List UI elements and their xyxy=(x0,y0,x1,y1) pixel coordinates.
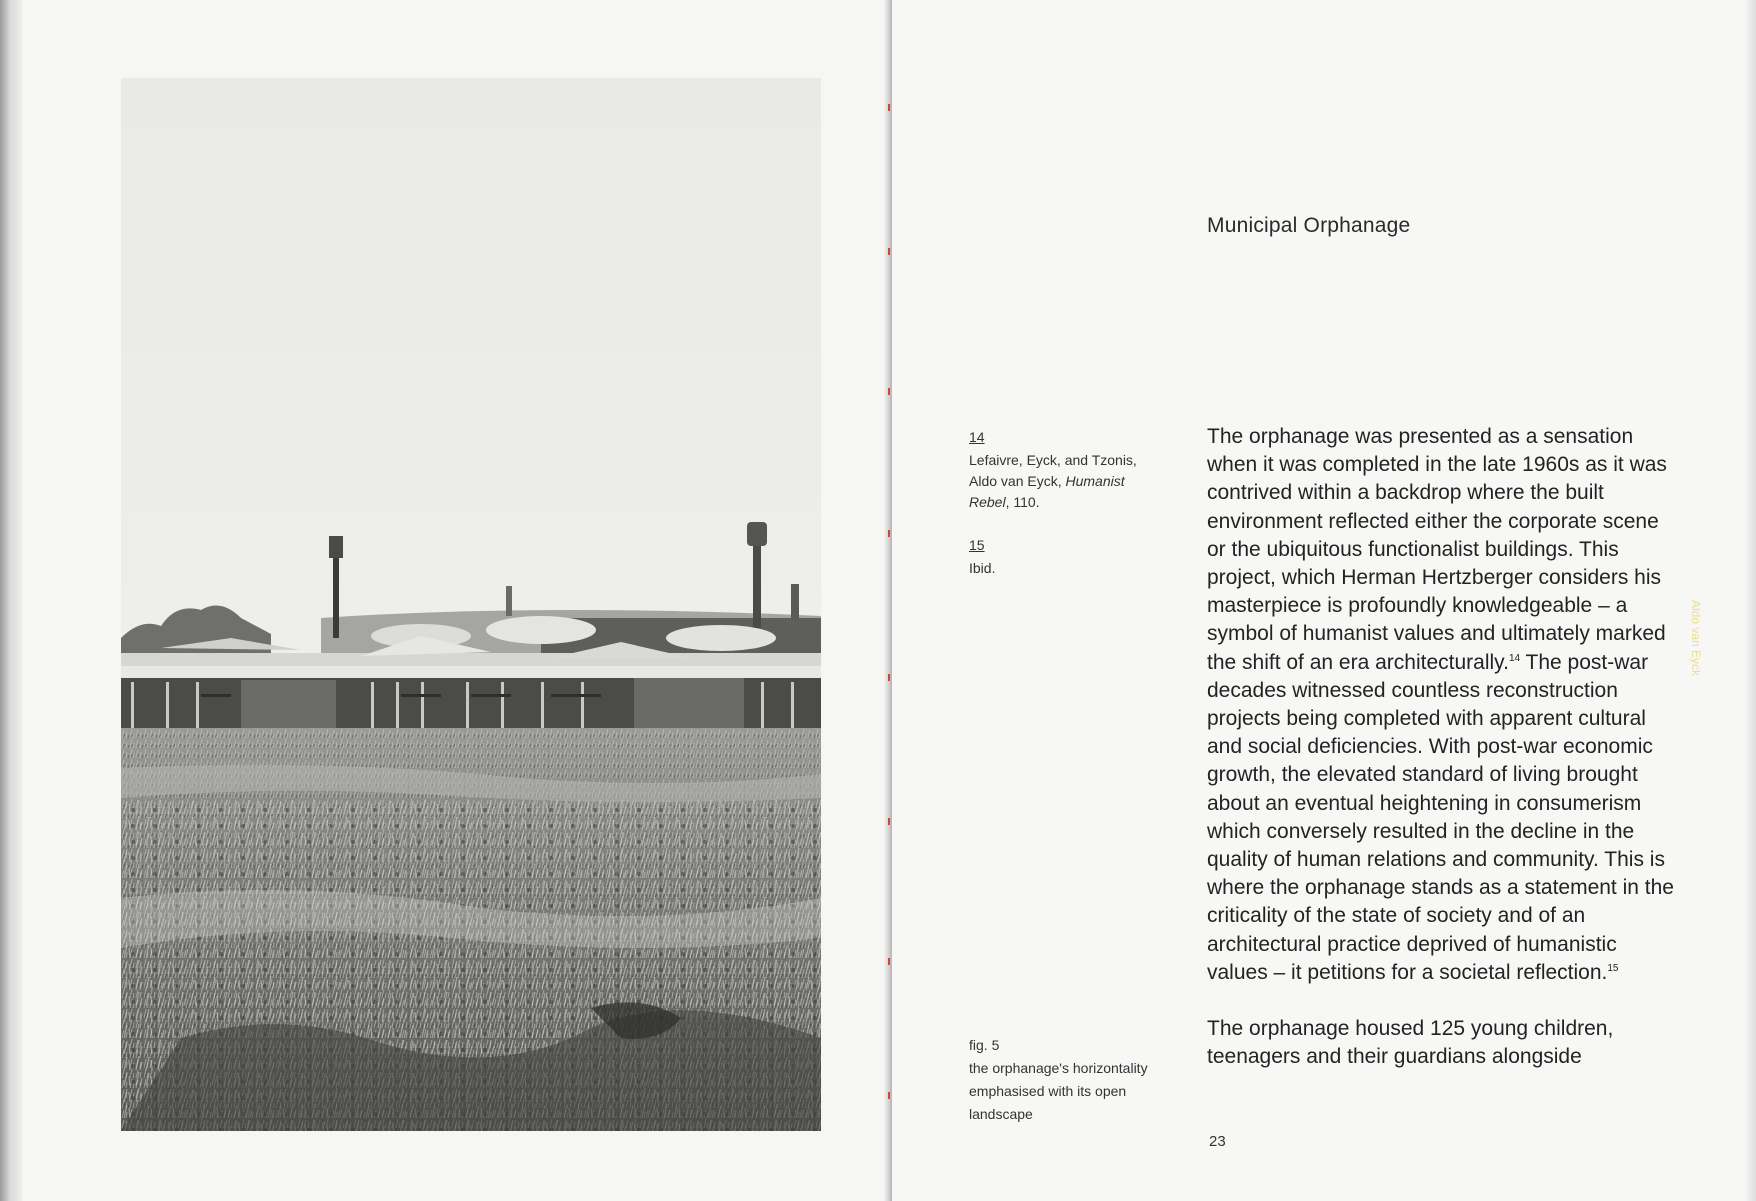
figure-label: fig. 5 xyxy=(969,1037,1000,1053)
footnote-text xyxy=(969,450,1159,513)
page-number: 23 xyxy=(1209,1133,1226,1150)
section-title: Municipal Orphanage xyxy=(1207,214,1411,237)
orphanage-photo xyxy=(121,78,821,1131)
binding-stitch xyxy=(888,104,890,111)
caption-text: the orphanage's horizontality emphasised with its open landscape xyxy=(969,1060,1148,1122)
binding-stitch xyxy=(888,388,890,395)
paragraph xyxy=(1207,1015,1677,1071)
footnote-text-part: Ibid. xyxy=(969,560,996,576)
footnote xyxy=(969,535,1159,579)
footnote-number: 15 xyxy=(969,537,985,553)
body-text xyxy=(1207,423,1677,1071)
paragraph xyxy=(1207,423,1677,987)
footnote-text-part: Lefaivre, Eyck, and Tzonis, Aldo van Eyck, xyxy=(969,452,1137,489)
paragraph-text: The orphanage housed 125 young children, teenagers and their guardians alongside xyxy=(1207,1017,1614,1069)
binding-stitch xyxy=(888,674,890,681)
photo-illustration xyxy=(121,78,821,1131)
footnote-number: 14 xyxy=(969,429,985,445)
binding-stitch xyxy=(888,1092,890,1099)
book-edge-left xyxy=(0,0,22,1201)
book-edge-right xyxy=(1746,0,1756,1201)
footnote-title-italic: Humanist Rebel xyxy=(969,473,1125,510)
binding-stitch xyxy=(888,958,890,965)
footnote-ref: 15 xyxy=(1607,962,1619,974)
binding-stitch xyxy=(888,818,890,825)
binding-stitch xyxy=(888,248,890,255)
footnote-ref: 14 xyxy=(1508,652,1521,664)
footnote xyxy=(969,427,1159,513)
footnote-text xyxy=(969,558,1159,579)
binding-stitch xyxy=(888,530,890,537)
paragraph-text: The post-war decades witnessed countless reconstruction projects being completed with apparent cultural and social deficiencies. With post-war economic growth, the elevated standard of living brought about an eventual heightening in consumerism which conversely resulted in the decline in the quality of human relations and community. This is where the orphanage stands as a statement in the criticality of the state of society and of an architectural practice deprived of humanistic values – it petitions for a societal reflection. xyxy=(1207,650,1674,984)
figure-caption xyxy=(969,1034,1179,1126)
running-head: Aldo van Eyck xyxy=(1689,600,1703,677)
footnote-text-part: , 110. xyxy=(1005,494,1040,510)
footnotes xyxy=(969,427,1159,601)
paragraph-text: The orphanage was presented as a sensation when it was completed in the late 1960s as it was contrived within a backdrop where the built environment reflected either the corporate scene or the ubiquitous functionalist buildings. This project, which Herman Hertzberger considers his masterpiece is profoundly knowledgeable – a symbol of humanist values and ultimately marked the shift of an era architecturally. xyxy=(1207,425,1667,674)
